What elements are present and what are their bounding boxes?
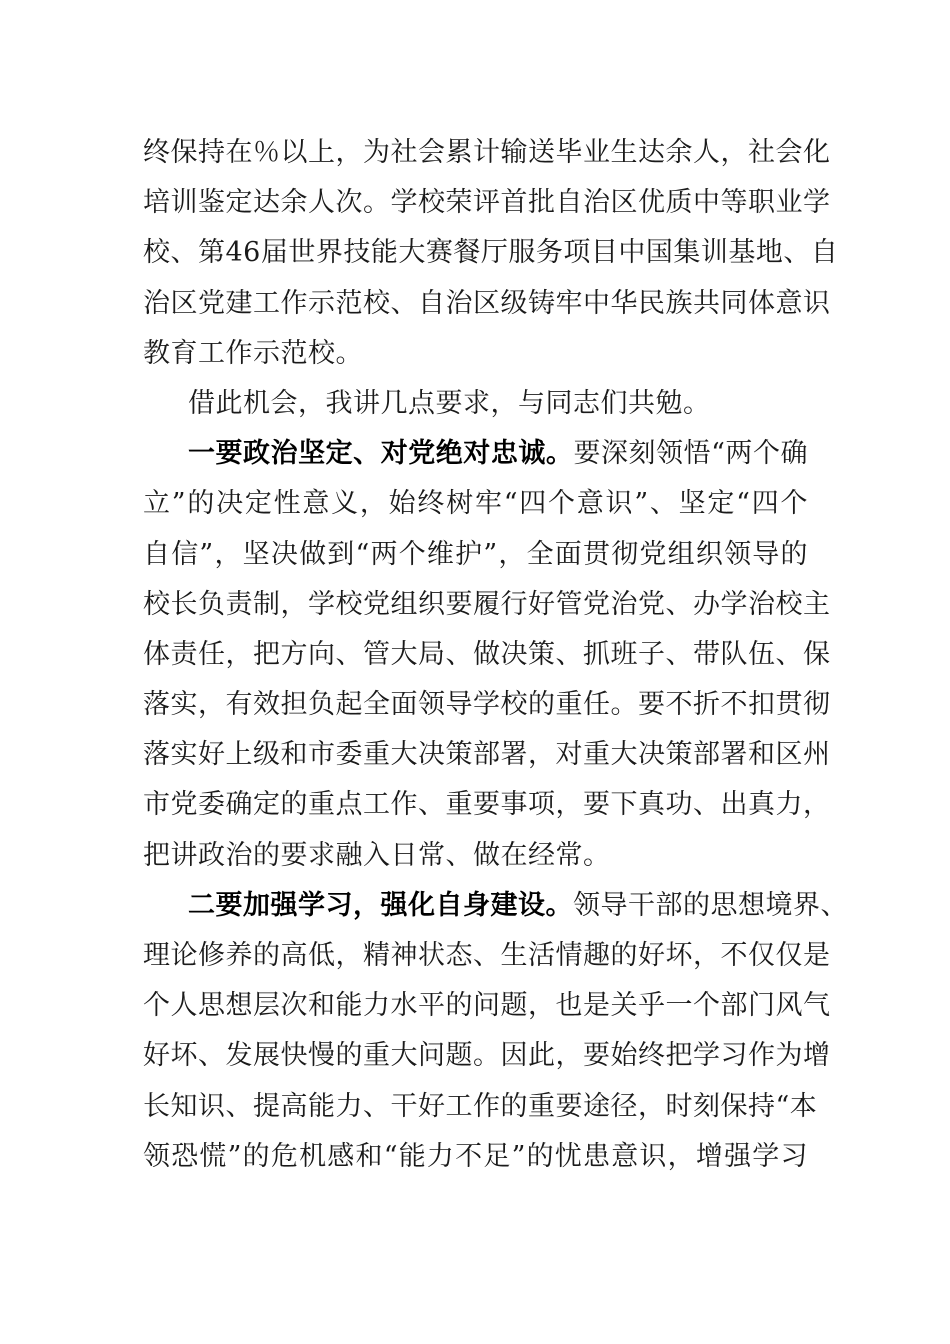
text-line bbox=[143, 429, 808, 479]
text-line: 治区党建工作示范校、自治区级铸牢中华民族共同体意识 bbox=[143, 287, 831, 319]
paragraph-political-loyalty bbox=[143, 429, 831, 881]
text-line: 教育工作示范校。 bbox=[143, 337, 363, 369]
text-line: 个人思想层次和能力水平的问题，也是关乎一个部门风气 bbox=[143, 990, 831, 1022]
paragraph-school-achievements bbox=[143, 128, 839, 379]
text-line: 校长负责制，学校党组织要履行好管党治党、办学治校主 bbox=[143, 588, 831, 620]
text-line: 自信”，坚决做到“两个维护”，全面贯彻党组织领导的 bbox=[143, 538, 808, 570]
text-line: 立”的决定性意义，始终树牢“四个意识”、坚定“四个 bbox=[143, 488, 808, 520]
paragraph-intro-requirements bbox=[143, 379, 808, 429]
text-fragment: 领导干部的思想境界、 bbox=[573, 889, 848, 921]
text-line: 理论修养的高低，精神状态、生活情趣的好坏，不仅仅是 bbox=[143, 940, 831, 971]
text-line: 借此机会，我讲几点要求，与同志们共勉。 bbox=[188, 387, 711, 419]
text-line: 落实好上级和市委重大决策部署，对重大决策部署和区州 bbox=[143, 739, 831, 771]
text-line: 校、第46届世界技能大赛餐厅服务项目中国集训基地、自 bbox=[143, 237, 839, 269]
text-line: 长知识、提高能力、干好工作的重要途径，时刻保持“本 bbox=[143, 1090, 818, 1122]
text-line: 落实，有效担负起全面领导学校的重任。要不折不扣贯彻 bbox=[143, 689, 831, 721]
text-line: 把讲政治的要求融入日常、做在经常。 bbox=[143, 839, 611, 871]
section-heading: 二要加强学习，强化自身建设。 bbox=[188, 889, 573, 921]
text-line: 好坏、发展快慢的重大问题。因此，要始终把学习作为增 bbox=[143, 1040, 831, 1072]
document-body bbox=[143, 128, 848, 1182]
text-fragment: 要深刻领悟“两个确 bbox=[573, 438, 808, 470]
text-line: 市党委确定的重点工作、重要事项，要下真功、出真力， bbox=[143, 789, 831, 821]
text-line: 体责任，把方向、管大局、做决策、抓班子、带队伍、保 bbox=[143, 638, 831, 670]
text-line: 领恐慌”的危机感和“能力不足”的忧患意识，增强学习 bbox=[143, 1140, 808, 1172]
text-line: 培训鉴定达余人次。学校荣评首批自治区优质中等职业学 bbox=[143, 187, 831, 219]
section-heading: 一要政治坚定、对党绝对忠诚。 bbox=[188, 438, 574, 470]
text-line: 终保持在％以上，为社会累计输送毕业生达余人，社会化 bbox=[143, 137, 831, 168]
paragraph-strengthen-learning bbox=[143, 881, 848, 1182]
text-line bbox=[143, 881, 848, 931]
